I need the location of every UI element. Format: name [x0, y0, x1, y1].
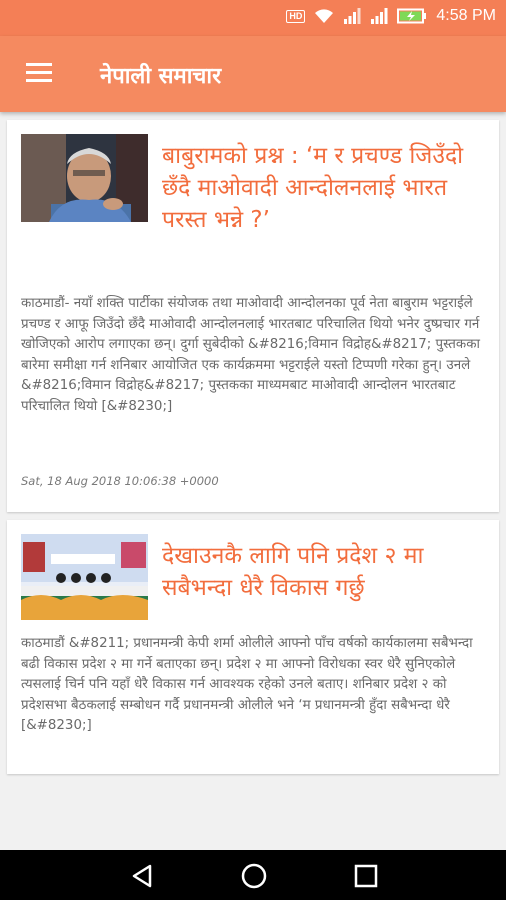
signal-icon [370, 8, 388, 24]
app-title: नेपाली समाचार [100, 64, 222, 89]
app-bar [0, 36, 506, 112]
status-time: 4:58 PM [436, 7, 496, 24]
hamburger-menu-icon[interactable] [26, 63, 52, 83]
wifi-icon [314, 8, 334, 24]
back-icon[interactable] [128, 862, 156, 890]
signal-icon [343, 8, 361, 24]
article-list [0, 112, 506, 850]
event-image-icon [21, 534, 148, 620]
hd-icon: HD [286, 10, 305, 23]
article-excerpt: काठमाडौं &#8211; प्रधानमन्त्री केपी शर्मा ओलीले आफ्नो पाँच वर्षको कार्यकालमा सबैभन्दा बढी विकास प्रदेश २ मा गर्ने बताएका छन्। प्रदेश २ मा आफ्नो विरोधका स्वर धेरै सुनिएकोले त्यसलाई चिर्न पनि यहाँ धेरै विकास गर्न आवश्यक रहेको उनले बताए। शनिबार प्रदेश २ को प्रदेशसभा बैठकलाई सम्बोधन गर्दै प्रधानमन्त्री ओलीले भने ‘म प्रधानमन्त्री हुँदा सबैभन्दा धेरै [&#8230;] [21, 636, 473, 733]
article-headline[interactable]: बाबुरामको प्रश्न : ‘म र प्रचण्ड जिउँदो छँदै माओवादी आन्दोलनलाई भारत परस्त भन्ने ?’ [162, 143, 464, 233]
article-thumbnail [21, 134, 148, 222]
article-card[interactable] [7, 120, 499, 512]
article-excerpt: काठमाडौं- नयाँ शक्ति पार्टीका संयोजक तथा माओवादी आन्दोलनका पूर्व नेता बाबुराम भट्टराईले प्रचण्ड र आफू जिउँदो छँदै माओवादी आन्दोलनलाई भारतबाट परिचालित थियो भनेर दुष्प्रचार गर्न खोजिएको आरोप लगाएका छन्। दुर्गा सुबेदीको &#8216;विमान विद्रोह&#8217; पुस्तकका बारेमा समीक्षा गर्न शनिबार आयोजित एक कार्यक्रममा भट्टराईले यस्तो टिप्पणी गरेका हुन्। उनले &#8216;विमान विद्रोह&#8217; पुस्तकका माध्यमबाट माओवादी आन्दोलन भारतबाट परिचालित थियो [&#8230;] [21, 296, 480, 414]
article-date: Sat, 18 Aug 2018 10:06:38 +0000 [21, 474, 219, 488]
recents-icon[interactable] [352, 862, 380, 890]
article-headline[interactable]: देखाउनकै लागि पनि प्रदेश २ मा सबैभन्दा धेरै विकास गर्छु [162, 543, 424, 601]
portrait-image-icon [21, 134, 148, 222]
status-icons [286, 7, 496, 25]
article-thumbnail [21, 534, 148, 620]
home-icon[interactable] [240, 862, 268, 890]
article-card[interactable] [7, 520, 499, 774]
navigation-bar [0, 850, 506, 900]
battery-charging-icon [397, 8, 427, 24]
status-bar [0, 0, 506, 36]
